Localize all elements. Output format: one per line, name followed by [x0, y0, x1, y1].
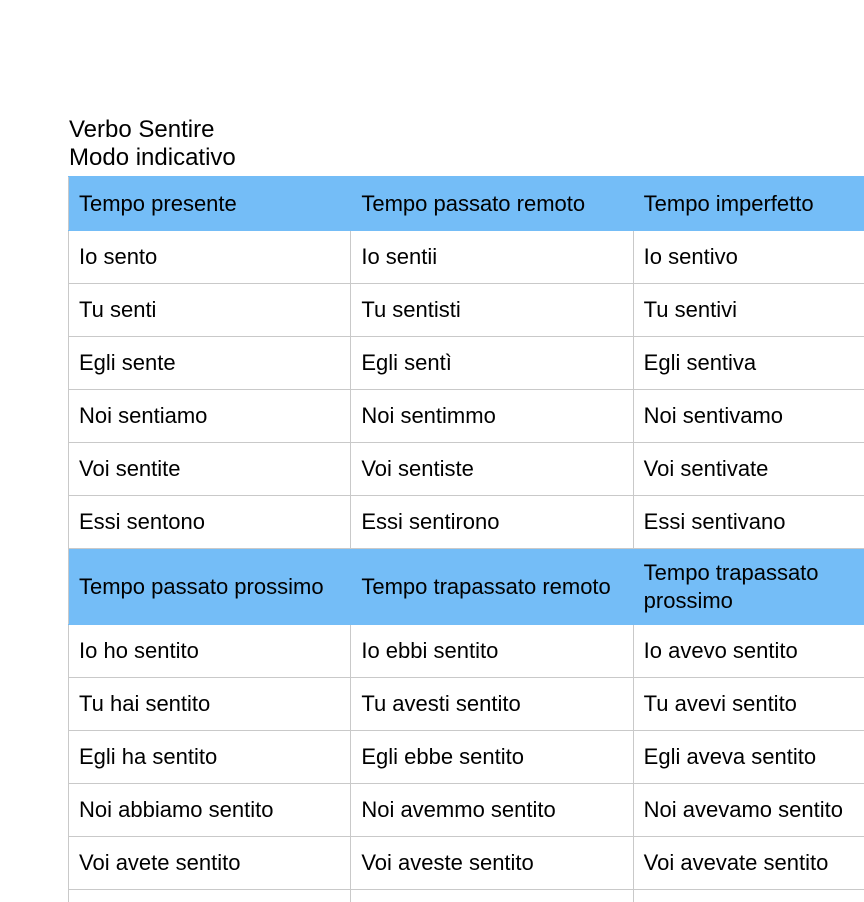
- table-row: [69, 890, 864, 902]
- table-cell: Io ebbi sentito: [351, 625, 633, 678]
- table-cell: Noi abbiamo sentito: [69, 784, 351, 837]
- table-cell: Io sento: [69, 231, 351, 284]
- table-cell: Tu senti: [69, 284, 351, 337]
- table-cell: Essi sentivano: [633, 496, 864, 549]
- table-cell: Egli ha sentito: [69, 731, 351, 784]
- table-cell: Essi sentono: [69, 496, 351, 549]
- title-mood: Modo indicativo: [69, 144, 236, 171]
- table-cell: Noi sentivamo: [633, 390, 864, 443]
- table-cell: Egli sente: [69, 337, 351, 390]
- header-cell: Tempo passato remoto: [351, 177, 633, 231]
- header-cell: Tempo presente: [69, 177, 351, 231]
- table-cell: Essi sentirono: [351, 496, 633, 549]
- table-row: [69, 496, 864, 549]
- table-row: [69, 390, 864, 443]
- table-cell: Egli aveva sentito: [633, 731, 864, 784]
- header-cell: Tempo trapassato remoto: [351, 549, 633, 625]
- table-cell: Tu hai sentito: [69, 678, 351, 731]
- header-row: [69, 177, 864, 231]
- table-cell: Noi sentimmo: [351, 390, 633, 443]
- title-verb: Verbo Sentire: [69, 116, 215, 143]
- table-row: [69, 678, 864, 731]
- header-row: [69, 549, 864, 625]
- table-cell: Tu sentivi: [633, 284, 864, 337]
- table-row: [69, 731, 864, 784]
- table-cell: Voi avete sentito: [69, 837, 351, 890]
- table-row: [69, 625, 864, 678]
- table-cell: Voi aveste sentito: [351, 837, 633, 890]
- table-cell: Noi sentiamo: [69, 390, 351, 443]
- table-row: [69, 231, 864, 284]
- table-cell: Egli ebbe sentito: [351, 731, 633, 784]
- table-cell: Noi avevamo sentito: [633, 784, 864, 837]
- table-cell: Tu avevi sentito: [633, 678, 864, 731]
- table-cell: Io ho sentito: [69, 625, 351, 678]
- table-cell: Tu sentisti: [351, 284, 633, 337]
- table-row: [69, 337, 864, 390]
- table-row: [69, 443, 864, 496]
- header-cell: Tempo passato prossimo: [69, 549, 351, 625]
- table-cell: Voi sentiste: [351, 443, 633, 496]
- table-cell: Io sentivo: [633, 231, 864, 284]
- header-cell: Tempo trapassato prossimo: [633, 549, 864, 625]
- table-cell: Io sentii: [351, 231, 633, 284]
- table-cell: Voi sentivate: [633, 443, 864, 496]
- table-cell: Io avevo sentito: [633, 625, 864, 678]
- table-cell: [351, 890, 633, 902]
- document-title: [69, 116, 236, 172]
- table-row: [69, 837, 864, 890]
- table-cell: Egli sentiva: [633, 337, 864, 390]
- header-cell: Tempo imperfetto: [633, 177, 864, 231]
- table-cell: Egli sentì: [351, 337, 633, 390]
- table-cell: Tu avesti sentito: [351, 678, 633, 731]
- table-cell: Voi avevate sentito: [633, 837, 864, 890]
- table-cell: Voi sentite: [69, 443, 351, 496]
- table-row: [69, 784, 864, 837]
- table-cell: [69, 890, 351, 902]
- table-row: [69, 284, 864, 337]
- table-cell: [633, 890, 864, 902]
- table-cell: Noi avemmo sentito: [351, 784, 633, 837]
- conjugation-table: [68, 176, 864, 902]
